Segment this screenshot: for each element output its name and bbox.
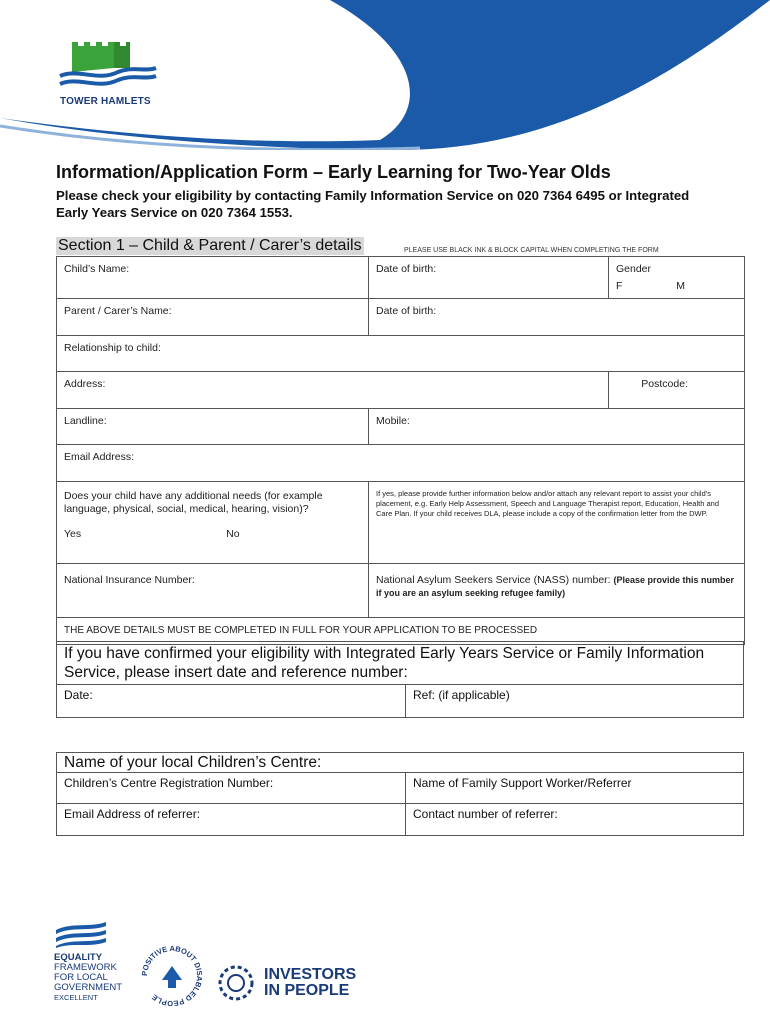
efl-line2: FRAMEWORK [54,962,117,973]
tower-hamlets-emblem-icon [58,38,158,94]
childrens-centre-heading: Name of your local Children’s Centre: [57,753,743,773]
parent-dob-label: Date of birth: [376,305,437,317]
centre-registration-label: Children’s Centre Registration Number: [64,776,274,790]
positive-about-text: POSITIVE ABOUT DISABLED PEOPLE [140,944,204,1008]
mobile-label: Mobile: [376,415,410,427]
referrer-contact-label: Contact number of referrer: [413,807,558,821]
nass-number-field[interactable] [369,564,745,618]
additional-needs-info-field[interactable] [369,482,745,564]
childs-name-field[interactable] [57,257,369,299]
efl-line1: EQUALITY [54,952,103,963]
positive-about-disabled-people-icon [140,944,204,1008]
additional-needs-no[interactable]: No [226,528,240,540]
iip-line1: INVESTORS [264,966,357,983]
child-dob-label: Date of birth: [376,263,437,275]
positive-about-disabled-people-logo [140,944,204,1013]
eligibility-heading: If you have confirmed your eligibility with Integrated Early Years Service or Family Information Service, please insert date and reference number: [57,642,743,685]
relationship-field[interactable] [57,336,745,372]
gender-label: Gender [616,263,652,275]
tower-hamlets-logo [58,38,168,107]
laurel-wreath-icon [214,962,258,1004]
eligibility-ref-label: Ref: (if applicable) [413,688,510,702]
form-title: Information/Application Form – Early Learning for Two-Year Olds [56,162,611,182]
gender-field[interactable] [609,257,745,299]
eligibility-box [56,641,744,718]
relationship-label: Relationship to child: [64,342,161,354]
eligibility-date-label: Date: [64,688,93,702]
nass-note: (Please provide this number if you are an asylum seeking refugee family) [376,575,735,598]
additional-needs-question [57,482,369,564]
parent-dob-field[interactable] [369,299,745,336]
postcode-field[interactable] [609,372,745,409]
parent-name-field[interactable] [57,299,369,336]
section-1-table [56,256,745,645]
landline-field[interactable] [57,409,369,445]
ni-number-field[interactable] [57,564,369,618]
email-field[interactable] [57,445,745,482]
investors-in-people-logo [214,962,356,1004]
org-name: TOWER HAMLETS [60,96,151,107]
referrer-email-label: Email Address of referrer: [64,807,201,821]
childrens-centre-box [56,752,744,836]
childs-name-label: Child’s Name: [64,263,130,275]
iip-line2: IN PEOPLE [264,982,350,999]
efl-line5: EXCELLENT [54,993,98,1002]
additional-needs-label: Does your child have any additional needs (for example language, physical, social, medical, hearing, vision)? [64,490,323,515]
family-support-worker-field[interactable] [405,773,743,803]
parent-name-label: Parent / Carer’s Name: [64,305,172,317]
efl-line4: GOVERNMENT [54,982,123,993]
additional-needs-info: If yes, please provide further information below and/or attach any relevant report to assist your child’s placement, e.g. Early Help Assessment, Speech and Language Therapist report, Education, Health and Care Plan. If your child receives DLA, please include a copy of the confirmation letter from the DWP. [376,489,719,518]
section-1-note: PLEASE USE BLACK INK & BLOCK CAPITAL WHEN COMPLETING THE FORM [404,247,659,254]
eligibility-date-field[interactable] [57,685,405,717]
additional-needs-yes[interactable]: Yes [64,528,82,540]
email-label: Email Address: [64,451,135,463]
referrer-email-field[interactable] [57,804,405,835]
section-1-title: Section 1 – Child & Parent / Carer’s details [58,237,362,254]
child-dob-field[interactable] [369,257,609,299]
family-support-worker-label: Name of Family Support Worker/Referrer [413,776,632,790]
landline-label: Landline: [64,415,107,427]
equality-framework-stripes-icon [54,918,108,948]
address-field[interactable] [57,372,609,409]
gender-option-f[interactable]: F [616,280,623,292]
eligibility-ref-field[interactable] [405,685,743,717]
ni-number-label: National Insurance Number: [64,574,195,586]
form-subtitle: Please check your eligibility by contacting Family Information Service on 020 7364 6495 or Integrated Early Years Service on 020 7364 1553. [56,188,690,220]
centre-registration-field[interactable] [57,773,405,803]
complete-notice-text: THE ABOVE DETAILS MUST BE COMPLETED IN FULL FOR YOUR APPLICATION TO BE PROCESSED [64,625,538,636]
gender-option-m[interactable]: M [676,280,685,292]
mobile-field[interactable] [369,409,745,445]
efl-line3: FOR LOCAL [54,972,108,983]
postcode-label: Postcode: [641,378,688,390]
referrer-contact-field[interactable] [405,804,743,835]
equality-framework-logo [54,918,122,1003]
address-label: Address: [64,378,106,390]
nass-label: National Asylum Seekers Service (NASS) number: [376,574,611,586]
